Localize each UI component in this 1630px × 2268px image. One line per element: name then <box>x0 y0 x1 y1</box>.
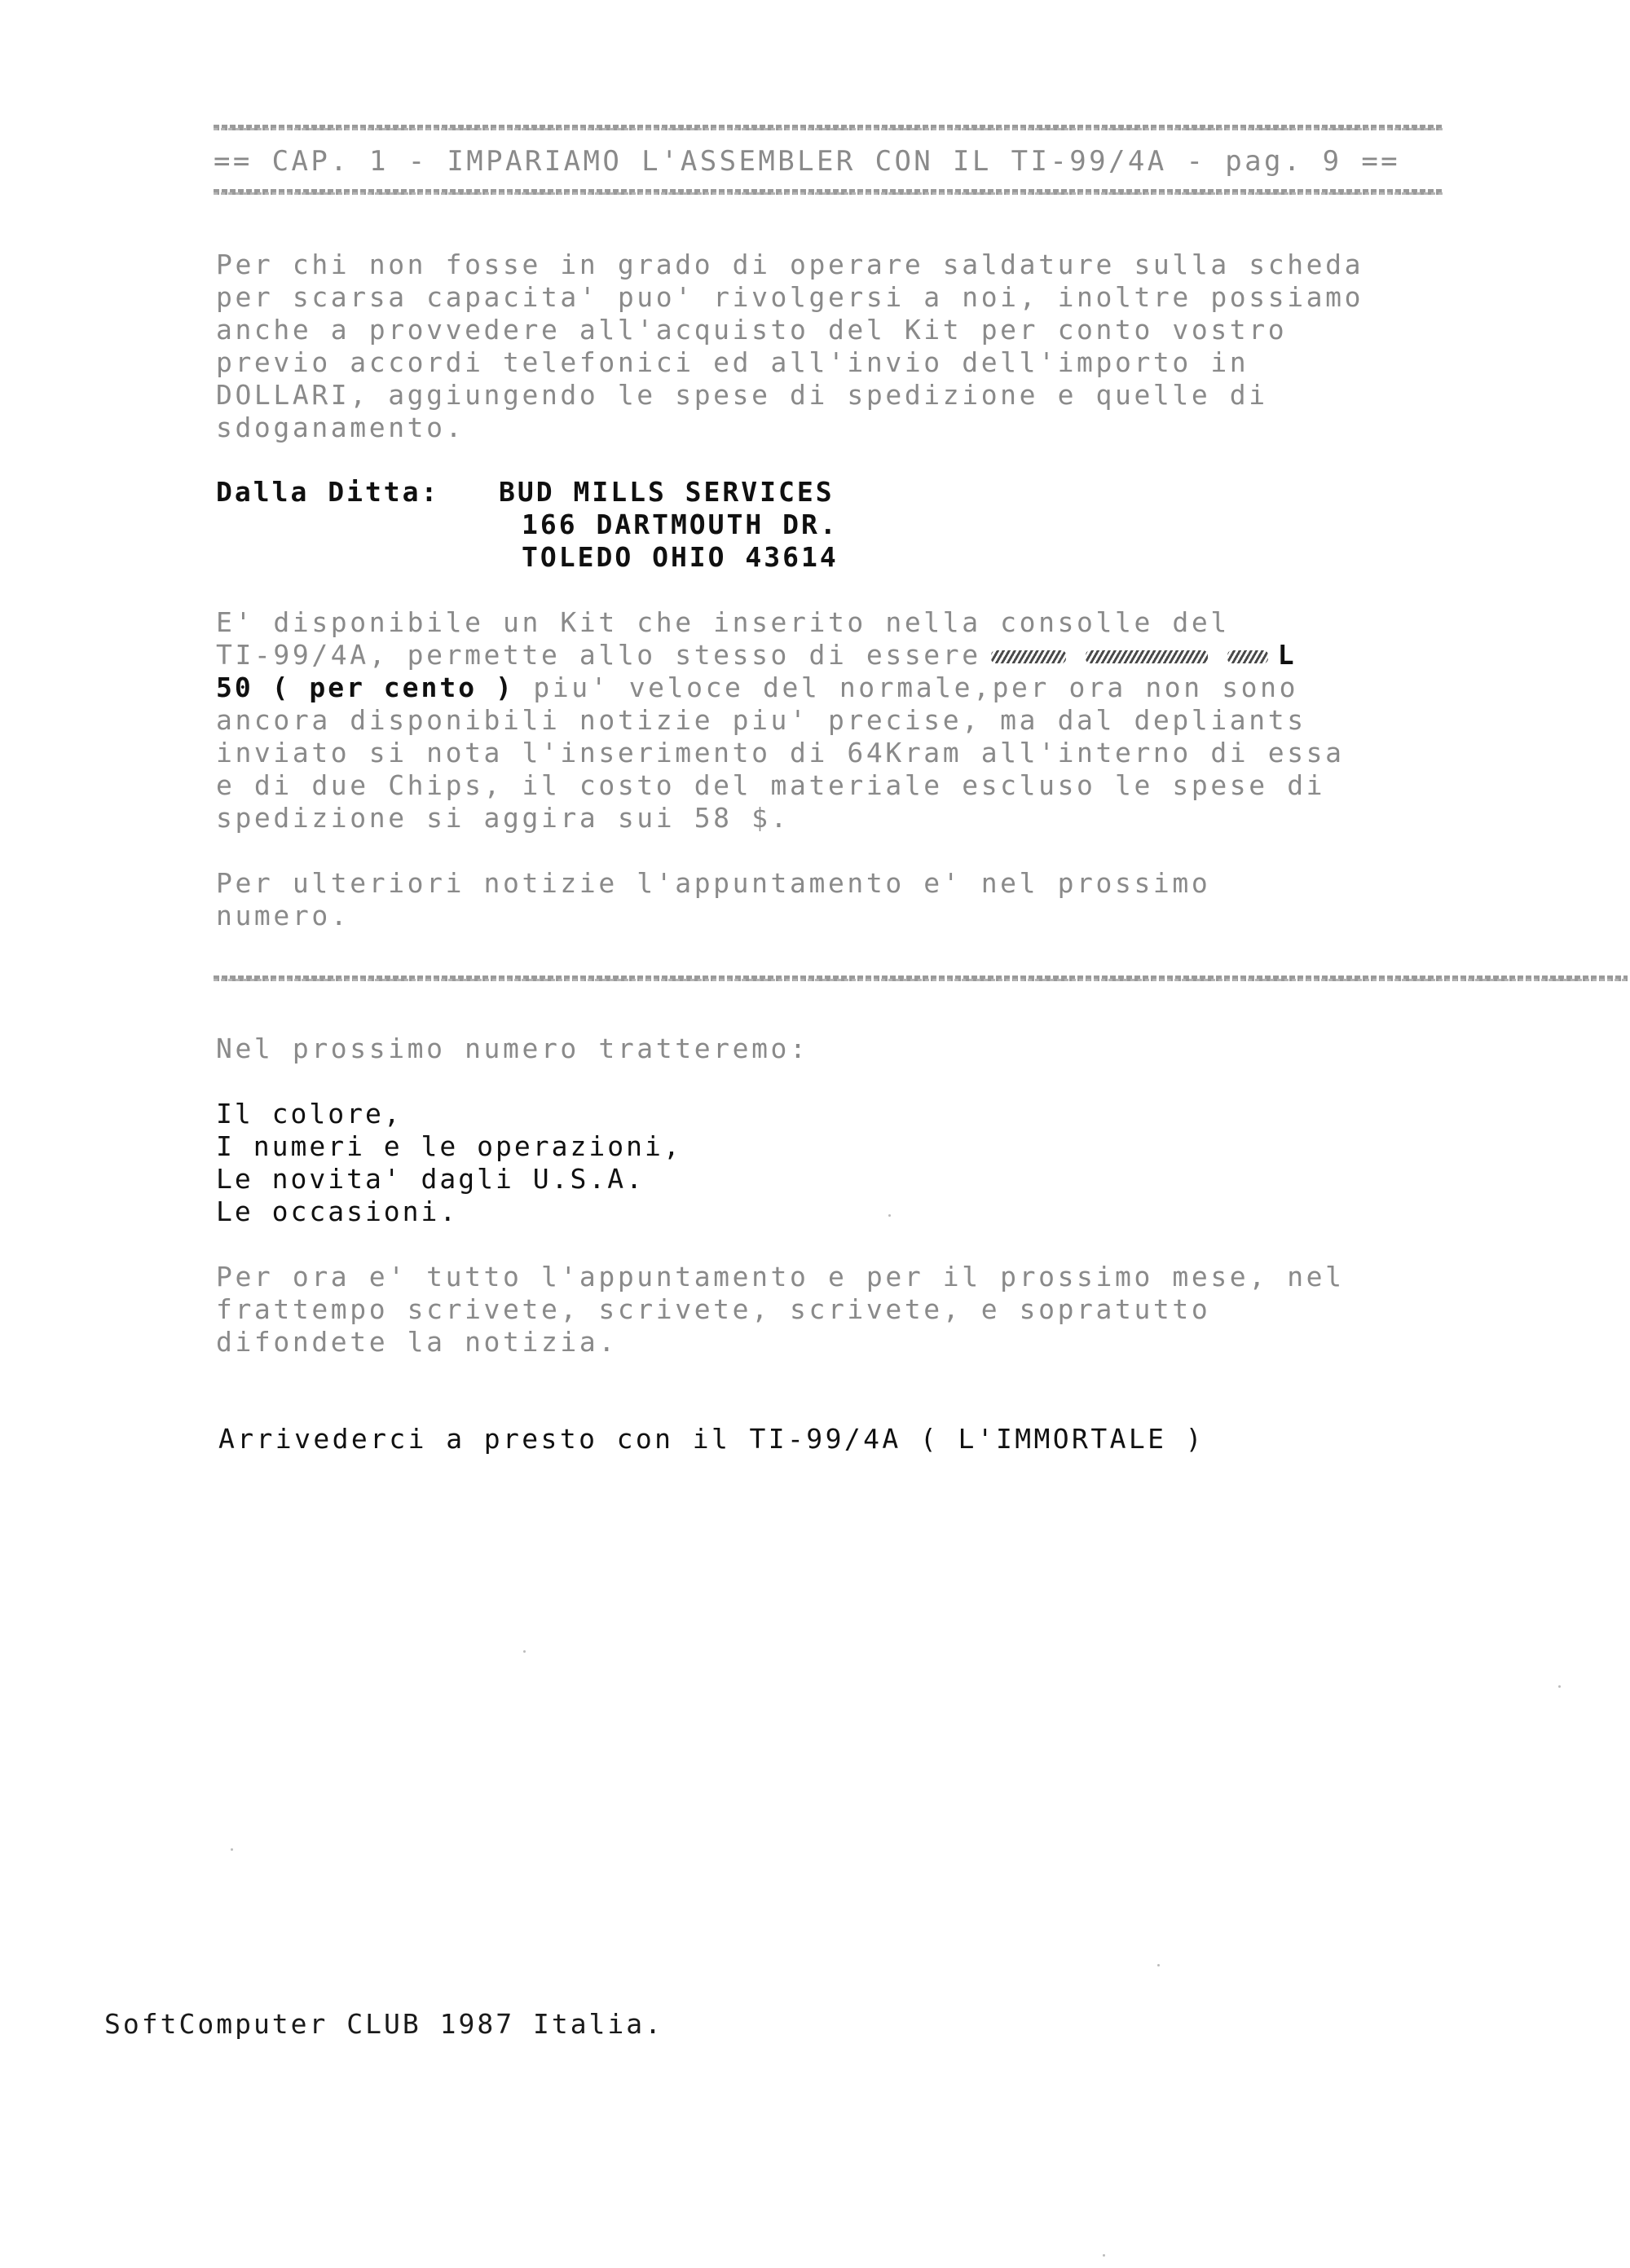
address-label: Dalla Ditta: <box>216 476 440 508</box>
closing-line: difondete la notizia. <box>216 1326 618 1358</box>
strikeout-scribble <box>1086 650 1208 663</box>
kit-line-bold-l: L <box>1277 639 1297 671</box>
kit-line <box>216 639 1297 671</box>
scan-speck <box>523 1650 526 1653</box>
next-issue-intro: Nel prossimo numero tratteremo: <box>216 1033 809 1064</box>
kit-line-text: TI-99/4A, permette allo stesso di essere <box>216 639 981 671</box>
kit-line: spedizione si aggira sui 58 $. <box>216 802 791 834</box>
header-rule-top <box>214 125 1444 130</box>
scan-speck <box>1103 2254 1105 2257</box>
kit-percent-bold: 50 ( per cento ) <box>216 672 514 703</box>
kit-line-text: piu' veloce del normale,per ora non sono <box>513 672 1299 703</box>
scan-speck <box>1558 1685 1561 1688</box>
kit-line: e di due Chips, il costo del materiale escluso le spese di <box>216 769 1326 801</box>
next-line: Per ulteriori notizie l'appuntamento e' nel prossimo <box>216 867 1211 899</box>
address-line: TOLEDO OHIO 43614 <box>522 541 839 573</box>
header-rule-bottom <box>214 189 1444 195</box>
chapter-header: == CAP. 1 - IMPARIAMO L'ASSEMBLER CON IL TI-99/4A - pag. 9 == <box>214 145 1401 178</box>
intro-line: anche a provvedere all'acquisto del Kit per conto vostro <box>216 314 1288 346</box>
closing-line: Per ora e' tutto l'appuntamento e per il prossimo mese, nel <box>216 1261 1345 1293</box>
intro-line: sdoganamento. <box>216 412 465 443</box>
address-line: BUD MILLS SERVICES <box>499 476 835 508</box>
address-line: 166 DARTMOUTH DR. <box>522 509 839 540</box>
kit-line <box>216 672 1298 703</box>
intro-line: DOLLARI, aggiungendo le spese di spedizione e quelle di <box>216 379 1268 411</box>
intro-line: Per chi non fosse in grado di operare saldature sulla scheda <box>216 249 1364 280</box>
farewell-line: Arrivederci a presto con il TI-99/4A ( L'IMMORTALE ) <box>218 1423 1205 1455</box>
strikeout-scribble <box>1227 650 1268 663</box>
scan-speck <box>1157 1964 1160 1966</box>
next-issue-item: Le novita' dagli U.S.A. <box>216 1163 645 1195</box>
closing-line: frattempo scrivete, scrivete, scrivete, e sopratutto <box>216 1293 1211 1325</box>
next-issue-item: Le occasioni. <box>216 1196 459 1227</box>
kit-line: E' disponibile un Kit che inserito nella consolle del <box>216 606 1230 638</box>
footer-club: SoftComputer CLUB 1987 Italia. <box>104 2008 664 2040</box>
scan-speck <box>888 1214 891 1217</box>
section-divider <box>214 975 1628 981</box>
intro-line: per scarsa capacita' puo' rivolgersi a noi, inoltre possiamo <box>216 281 1364 313</box>
next-line: numero. <box>216 900 350 931</box>
next-issue-item: Il colore, <box>216 1098 403 1130</box>
strikeout-scribble <box>991 650 1066 663</box>
kit-line: ancora disponibili notizie piu' precise, ma dal depliants <box>216 704 1306 736</box>
scan-speck <box>231 1848 233 1851</box>
intro-line: previo accordi telefonici ed all'invio dell'importo in <box>216 346 1249 378</box>
next-issue-item: I numeri e le operazioni, <box>216 1130 682 1162</box>
kit-line: inviato si nota l'inserimento di 64Kram all'interno di essa <box>216 737 1345 768</box>
